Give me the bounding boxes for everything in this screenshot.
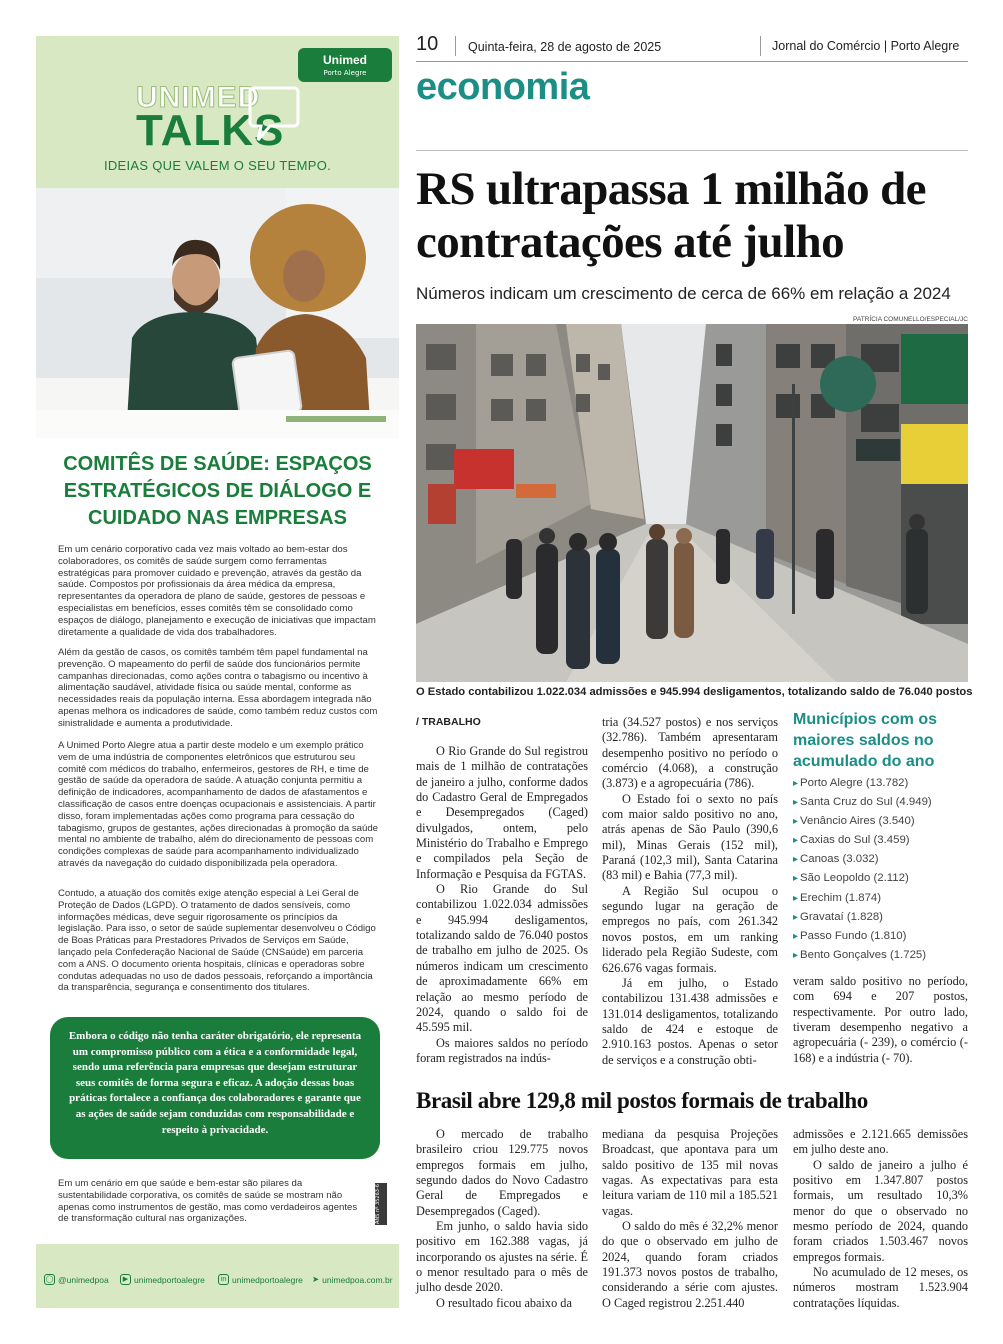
article2-column-3: [793, 1127, 968, 1311]
youtube-handle: unimedportoalegre: [134, 1274, 205, 1285]
sidebar-list-item: ▸ São Leopoldo (2.112): [793, 869, 968, 888]
ad-paragraph: Em um cenário em que saúde e bem-estar são pilares da sustentabilidade corporativa, os comitês de saúde se mostram não apenas como instrumentos de gestão, mas como verdadeiros agentes de transformação cultural nas organizações.: [58, 1178, 358, 1225]
article2-headline: Brasil abre 129,8 mil postos formais de trabalho: [416, 1088, 868, 1113]
sidebar-list-item: ▸ Caxias do Sul (3.459): [793, 831, 968, 850]
linkedin-link[interactable]: [218, 1274, 303, 1285]
dateline: Quinta-feira, 28 de agosto de 2025: [468, 40, 662, 54]
youtube-link[interactable]: [120, 1274, 205, 1285]
sidebar-list-item: ▸ Gravataí (1.828): [793, 908, 968, 927]
logo-text: Unimed: [322, 53, 367, 67]
sidebar-list-item: ▸ Bento Gonçalves (1.725): [793, 946, 968, 965]
ad-title: COMITÊS DE SAÚDE: ESPAÇOS ESTRATÉGICOS DE DIÁLOGO E CUIDADO NAS EMPRESAS: [63, 453, 372, 529]
article-paragraph: Já em julho, o Estado contabilizou 131.438 admissões e 131.014 desligamentos, totalizando saldo de 424 e estoque de 2.910.163 postos. Apenas o setor de serviços e a construção obti-: [602, 975, 778, 1067]
ad-tagline: IDEIAS QUE VALEM O SEU TEMPO.: [103, 158, 332, 173]
ad-highlight-box: Embora o código não tenha caráter obrigatório, ele representa um compromisso público com a ética e a conformidade legal, sendo uma referência para empresas que desejam estruturar seus comitês de forma segura e eficaz. A adoção dessas boas práticas fortalece a confiança dos colaboradores e garante que as ações de saúde sejam conduzidas com responsabilidade e respeito à privacidade.: [50, 1017, 380, 1159]
sidebar-list: [793, 774, 968, 965]
article-paragraph: O saldo do mês é 32,2% menor do que o observado em julho de 2024, quando foram criados 191.373 novos postos de trabalho, considerando a série com ajustes. O Caged registrou 2.251.440: [602, 1219, 778, 1310]
website-url: unimedpoa.com.br: [322, 1274, 393, 1285]
website-link[interactable]: [312, 1274, 393, 1285]
article-column-3: [793, 974, 968, 1066]
page-number: 10: [416, 33, 439, 55]
brand-line-1: UNIMED: [136, 81, 261, 114]
article-paragraph: No acumulado de 12 meses, os números mostram 1.523.904 contratações líquidas.: [793, 1265, 968, 1310]
instagram-handle: @unimedpoa: [58, 1274, 109, 1285]
photo-caption: O Estado contabilizou 1.022.034 admissões e 945.994 desligamentos, totalizando saldo de 76.040 postos: [416, 686, 973, 698]
header-rule: [416, 61, 968, 62]
article-paragraph: A Região Sul ocupou o segundo lugar na geração de empregos no país, com 261.342 novos postos, em um ranking liderado pela Região Sudeste, com 626.676 vagas formais.: [602, 883, 778, 975]
sidebar-list-item: ▸ Porto Alegre (13.782): [793, 774, 968, 793]
article-kicker: / TRABALHO: [416, 716, 481, 728]
sidebar-title: Municípios com os maiores saldos no acumulado do ano: [793, 711, 938, 770]
sidebar-list-item: ▸ Venâncio Aires (3.540): [793, 812, 968, 831]
unimed-logo: [298, 48, 392, 82]
article-subheadline: Números indicam um crescimento de cerca de 66% em relação a 2024: [416, 284, 951, 303]
street-photo: [416, 324, 968, 682]
article-paragraph: mediana da pesquisa Projeções Broadcast, que apontava para um saldo positivo de 135 mil novas vagas. As expectativas para esta leitura variam de 110 mil a 185.521 vagas.: [602, 1127, 778, 1218]
ad-social-footer: [36, 1244, 399, 1308]
sidebar-list-item: ▸ Santa Cruz do Sul (4.949): [793, 793, 968, 812]
ad-header-panel: [36, 36, 399, 188]
article-paragraph: O Rio Grande do Sul contabilizou 1.022.034 admissões e 945.994 desligamentos, totalizando saldo de 76.040 postos de trabalho em julho de 2025. Os números indicam um crescimento de aproximadamente 66% em relação ao mesmo período de 2024, quando o saldo foi de 45.595 mil.: [416, 882, 588, 1035]
ad-paragraph: Contudo, a atuação dos comitês exige atenção especial à Lei Geral de Proteção de Dados (LGPD). O tratamento de dados sensíveis, como informações médicas, deve seguir rigorosamente os princípios da legislação. Para isso, o setor de saúde suplementar desenvolveu o Código de Boas Práticas para Prestadores Privados de Serviços em Saúde, lançado pela Confederação Nacional de Saúde (CNSaúde) em parceria com a ANS. O documento orienta hospitais, clínicas e operadoras sobre condutas adequadas no uso de dados pessoais, reforçando a importância da transparência, segurança e consentimento dos titulares.: [58, 888, 376, 994]
article-paragraph: veram saldo positivo no período, com 694 e 207 postos, respectivamente. Por outro lado, tiveram desempenho negativo a agropecuária (- 239), o comércio (- 168) e a indústria (- 70).: [793, 974, 968, 1065]
article-headline: RS ultrapassa 1 milhão de contratações até julho: [416, 163, 926, 268]
article2-column-2: [602, 1127, 778, 1311]
sidebar-list-item: ▸ Passo Fundo (1.810): [793, 927, 968, 946]
instagram-link[interactable]: [44, 1274, 109, 1285]
article-column-1: [416, 744, 588, 1066]
article-paragraph: Os maiores saldos no período foram registrados na indús-: [416, 1035, 588, 1065]
unimed-advertisement: [36, 36, 399, 1308]
article-paragraph: O mercado de trabalho brasileiro criou 129.775 novos empregos formais em julho, segundo dados do Novo Cadastro Geral de Empregados e Desempregados (Caged).: [416, 1127, 588, 1218]
ad-paragraph: A Unimed Porto Alegre atua a partir deste modelo e um exemplo prático vem de uma indústria de componentes eletrônicos que estruturou seu comitê com médicos do trabalho, enfermeiros, gestores de RH, e time de gestão de saúde da operadora de saúde. A atuação conjunta permitiu a definição de indicadores, acompanhamento de dados de afastamentos e classificação de casos entre doenças ocupacionais e assistenciais. A partir disso, foram implementadas ações como programa para cessação do tabagismo, grupos de gestantes, ações direcionadas à promoção da saúde mental no ambiente de trabalho, além do direcionamento de pessoas com condições complexas de saúde para acompanhamento individualizado através da navegação do cuidado disponibilizada pela operadora.: [58, 740, 378, 869]
section-title: economia: [416, 66, 590, 108]
article-paragraph: admissões e 2.121.665 demissões em julho deste ano.: [793, 1127, 968, 1157]
sidebar-list-item: ▸ Canoas (3.032): [793, 850, 968, 869]
article-paragraph: O Estado foi o sexto no país com maior saldo positivo no ano, atrás apenas de São Paulo (390,6 mil), Minas Gerais (152 mil), Paraná (102,3 mil), Santa Catarina (83 mil) e Bahia (77,3 mil).: [602, 791, 778, 883]
youtube-icon: ▶: [120, 1274, 131, 1285]
article-paragraph: O Rio Grande do Sul registrou mais de 1 milhão de contratações de janeiro a julho, conforme dados do Cadastro Geral de Empregados e Desempregados (Caged) divulgados, ontem, pelo Ministério do Trabalho e Emprego e compilados pela Seção de Informação e Pesquisa da FGTAS.: [416, 744, 588, 881]
article-column-2: [602, 715, 778, 1068]
section-rule: [416, 150, 968, 151]
sidebar-list-item: ▸ Erechim (1.874): [793, 889, 968, 908]
linkedin-icon: in: [218, 1274, 229, 1285]
ans-registration-code: ANS nº 35263-6: [375, 1183, 387, 1225]
cursor-icon: ➤: [312, 1274, 320, 1284]
photo-credit: PATRÍCIA COMUNELLO/ESPECIAL/JC: [853, 316, 968, 323]
header-divider: [455, 36, 456, 56]
speech-bubble-icon: [248, 84, 300, 146]
newspaper-name: Jornal do Comércio | Porto Alegre: [772, 39, 960, 53]
instagram-icon: ◯: [45, 1276, 54, 1283]
article2-column-1: [416, 1127, 588, 1311]
article-paragraph: O resultado ficou abaixo da: [436, 1295, 572, 1310]
logo-subtext: Porto Alegre: [323, 69, 367, 77]
linkedin-handle: unimedportoalegre: [232, 1274, 303, 1285]
ad-paragraph: Além da gestão de casos, os comitês também têm papel fundamental na prevenção. O mapeamento do perfil de saúde dos funcionários permite campanhas direcionadas, como ações contra o tabagismo ou incentivo à alimentação saudável, atividade física ou saúde mental, conforme as necessidades reais da população interna. Essa abordagem integrada não apenas melhora os indicadores de saúde, como também reduz custos com sinistralidade e aumenta a produtividade.: [58, 647, 378, 729]
header-divider: [760, 36, 761, 56]
article-paragraph: O saldo de janeiro a julho é positivo em 1.347.807 postos formais, um resultado 10,3% menor do que o observado no mesmo período de 2024, quando foram criados 1.503.467 novos empregos formais.: [793, 1157, 968, 1264]
ad-photo-people-with-tablet: [36, 188, 399, 438]
ad-paragraph: Em um cenário corporativo cada vez mais voltado ao bem-estar dos colaboradores, os comitês de saúde surgem como ferramentas estratégicas para promover cuidado e prevenção, através da gestão da saúde. Compostos por profissionais da área médica da empresa, representantes da operadora de plano de saúde, gestores de pessoas e especialistas em benefícios, esses comitês têm se consolidado como espaços de diálogo, planejamento e execução de iniciativas que impactam diretamente a qualidade de vida dos trabalhadores.: [58, 544, 376, 638]
article-paragraph: Em junho, o saldo havia sido positivo em 162.388 vagas, já incorporando os ajustes na série. É o menor resultado para o mês de julho desde 2020.: [416, 1219, 588, 1295]
article-paragraph: tria (34.527 postos) e nos serviços (32.786). Também apresentaram desempenho positivo no período o comércio (4.068), a construção (3.873) e a agropecuária (786).: [602, 715, 778, 791]
brand-line-2: TALKS: [136, 106, 285, 155]
